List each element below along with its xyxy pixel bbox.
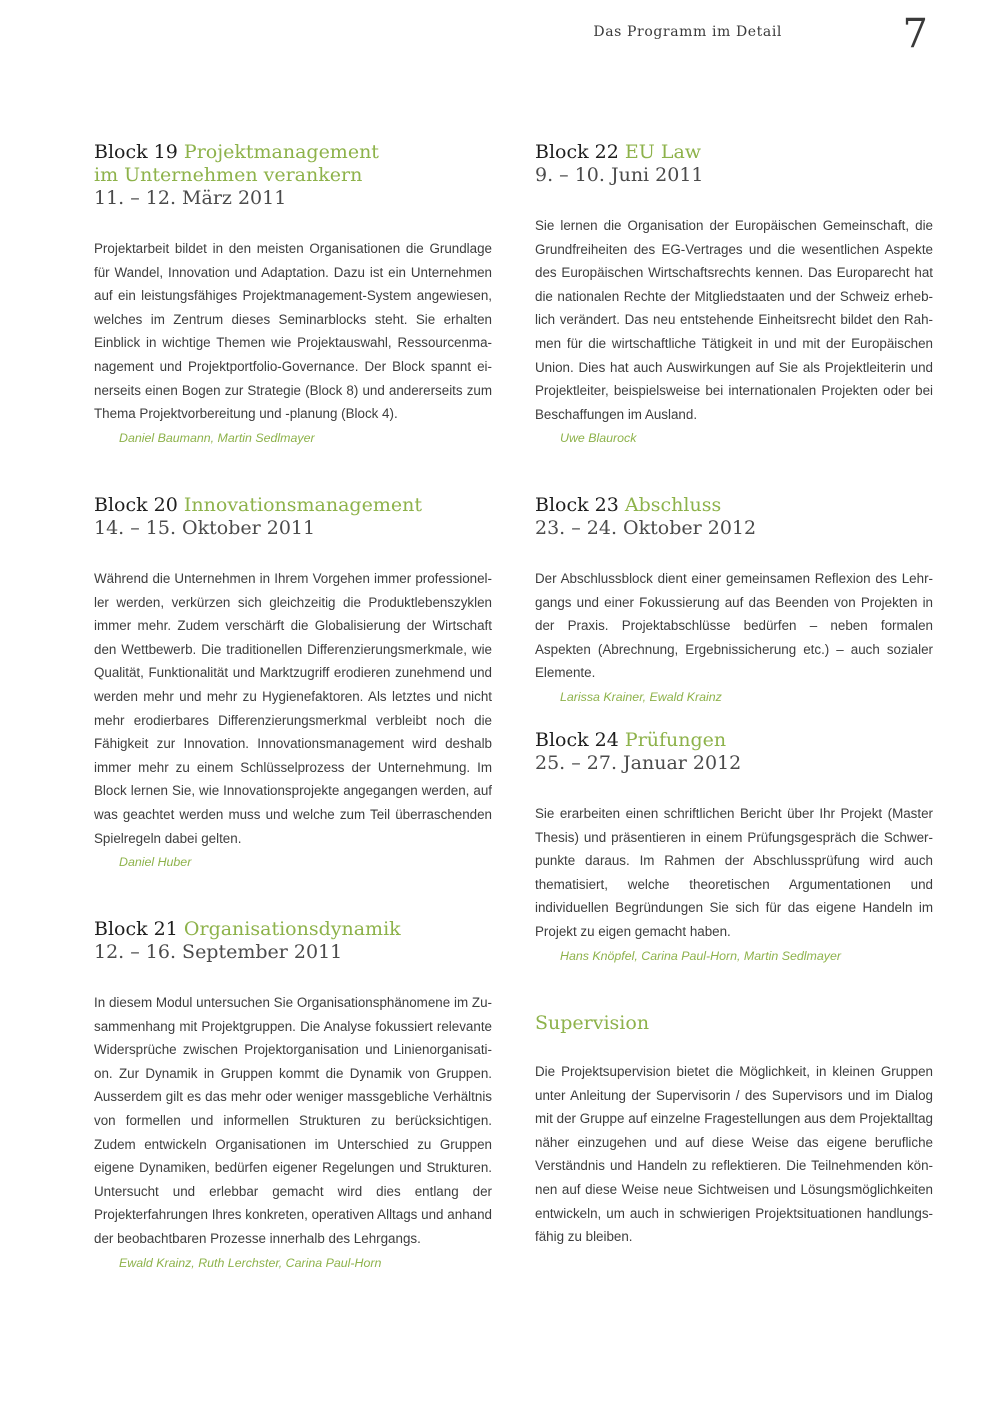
- block-22: [535, 141, 933, 450]
- block-label: Block 19: [94, 141, 178, 163]
- block-date: 14. – 15. Oktober 2011: [94, 517, 316, 539]
- block-19: [94, 141, 492, 450]
- block-date: 11. – 12. März 2011: [94, 187, 287, 209]
- block-label: Block 21: [94, 918, 178, 940]
- block-title: Organisationsdynamik: [183, 918, 401, 940]
- block-heading: [94, 141, 492, 164]
- block-title: Projektmanagement: [183, 141, 379, 163]
- block-title: Innovationsmanagement: [183, 494, 422, 516]
- block-heading: [535, 494, 933, 517]
- block-body: Projektarbeit bildet in den meisten Organisationen die Grundlage für Wandel, Innovation und Adaptation. Dazu ist ein Unternehmen auf ein leistungsfähiges Projektmanagement-System angewiesen, welches im Zentrum dieses Seminarblocks steht. Sie erhalten Einblick in wichtige Themen wie Projektauswahl, Ressourcenmanagement und Projektportfolio-Governance. Der Block spannt einerseits einen Bogen zur Strategie (Block 8) und andererseits zum Thema Projektvorbereitung und -planung (Block 4).: [94, 241, 492, 422]
- block-date: 9. – 10. Juni 2011: [535, 164, 704, 186]
- block-label: Block 22: [535, 141, 619, 163]
- block-title-line2: im Unternehmen verankern: [94, 164, 363, 186]
- block-authors: Daniel Baumann, Martin Sedlmayer: [119, 430, 315, 445]
- supervision-section: [535, 1012, 933, 1249]
- block-heading: [94, 494, 492, 517]
- block-heading: [94, 918, 492, 941]
- block-24: [535, 729, 933, 968]
- block-20: [94, 494, 492, 874]
- block-authors: Hans Knöpfel, Carina Paul-Horn, Martin Sedlmayer: [560, 948, 841, 963]
- block-23: [535, 494, 933, 709]
- block-21: [94, 918, 492, 1275]
- supervision-body: Die Projektsupervision bietet die Möglichkeit, in kleinen Gruppen unter Anleitung der Supervisorin / des Supervisors und im Dialog mit der Gruppe auf einzelne Fragestellungen aus dem Projektalltag näher einzugehen und auf diese Weise das eigene berufliche Verständnis und Handeln zu reflektieren. Die Teilnehmenden können auf diese Weise neue Sichtweisen und Lösungsmöglichkeiten entwickeln, um auch in schwierigen Projektsituationen handlungsfähig zu bleiben.: [535, 1064, 933, 1245]
- block-label: Block 23: [535, 494, 619, 516]
- block-heading: [535, 141, 933, 164]
- block-authors: Larissa Krainer, Ewald Krainz: [560, 689, 722, 704]
- block-authors: Daniel Huber: [119, 855, 192, 870]
- block-heading: [535, 729, 933, 752]
- block-body: Sie lernen die Organisation der Europäischen Gemeinschaft, die Grundfreiheiten des EG-Vertrages und die wesentlichen Aspekte des Europäischen Wirtschaftsrechts kennen. Das Europarecht hat die nationalen Rechte der Mitgliedstaaten und der Schweiz erheblich verändert. Das neu entstehende Einheitsrecht bildet den Rahmen für die wirtschaftliche Tätigkeit in und mit der Europäischen Union. Dies hat auch Auswirkungen auf Sie als Projektleiterin und Projektleiter, beispielsweise bei internationalen Projekten oder bei Beschaffungen im Ausland.: [535, 218, 933, 422]
- block-label: Block 20: [94, 494, 178, 516]
- block-title: Prüfungen: [624, 729, 727, 751]
- block-label: Block 24: [535, 729, 619, 751]
- block-body: Während die Unternehmen in Ihrem Vorgehen immer professioneller werden, verkürzen sich gleichzeitig die Produktlebenszyklen immer mehr. Zudem verschärft die Globalisierung der Wirtschaft den Wettbewerb. Die traditionellen Differenzierungsmerkmale, wie Qualität, Funktionalität und Marktzugriff erodieren zunehmend und werden mehr und mehr zu Hygienefaktoren. Als letztes und nicht mehr erodierbares Differenzierungsmerkmal verbleibt noch die Fähigkeit zur Innovation. Innovationsmanagement wird deshalb immer mehr zu einem Schlüsselprozess der Unternehmung. Im Block lernen Sie, wie Innovationsprojekte angegangen werden, auf was geachtet werden muss und welche zum Teil überraschenden Spielregeln dabei gelten.: [94, 571, 492, 846]
- running-header: Das Programm im Detail: [593, 24, 782, 40]
- page-number: 7: [902, 11, 928, 57]
- block-body: Sie erarbeiten einen schriftlichen Bericht über Ihr Projekt (Master Thesis) und präsentieren in einem Prüfungsgespräch die Schwerpunkte daraus. Im Rahmen der Abschlussprüfung wird auch thematisiert, welche theoretischen Argumentationen und individuellen Begründungen Sie sich für das eigene Handeln im Projekt zu eigen gemacht haben.: [535, 806, 933, 939]
- block-authors: Ewald Krainz, Ruth Lerchster, Carina Paul-Horn: [119, 1255, 382, 1270]
- block-date: 23. – 24. Oktober 2012: [535, 517, 757, 539]
- block-title: Abschluss: [624, 494, 722, 516]
- block-authors: Uwe Blaurock: [560, 431, 637, 446]
- block-date: 25. – 27. Januar 2012: [535, 752, 742, 774]
- block-body: Der Abschlussblock dient einer gemeinsamen Reflexion des Lehrgangs und einer Fokussierung auf das Beenden von Projekten in der Praxis. Projektabschlüsse bedürfen – neben formalen Aspekten (Abrechnung, Ergebnissicherung etc.) – auch sozialer Elemente.: [535, 571, 933, 681]
- block-title: EU Law: [624, 141, 702, 163]
- block-body: In diesem Modul untersuchen Sie Organisationsphänomene im Zusammenhang mit Projektgruppen. Die Analyse fokussiert relevante Widersprüche zwischen Projektorganisation und Linienorganisation. Zur Dynamik in Gruppen kommt die Dynamik von Gruppen. Ausserdem gilt es das mehr oder weniger massgebliche Verhältnis von formellen und informellen Strukturen zu berücksichtigen. Zudem entwickeln Organisationen im Unterschied zu Gruppen eigene Dynamiken, bedürfen eigener Regelungen und Strukturen. Untersucht und erlebbar gemacht wird dies entlang der Projekterfahrungen Ihres konkreten, operativen Alltags und anhand der beobachtbaren Prozesse innerhalb des Lehrgangs.: [94, 995, 492, 1246]
- supervision-title: Supervision: [535, 1012, 650, 1034]
- block-date: 12. – 16. September 2011: [94, 941, 343, 963]
